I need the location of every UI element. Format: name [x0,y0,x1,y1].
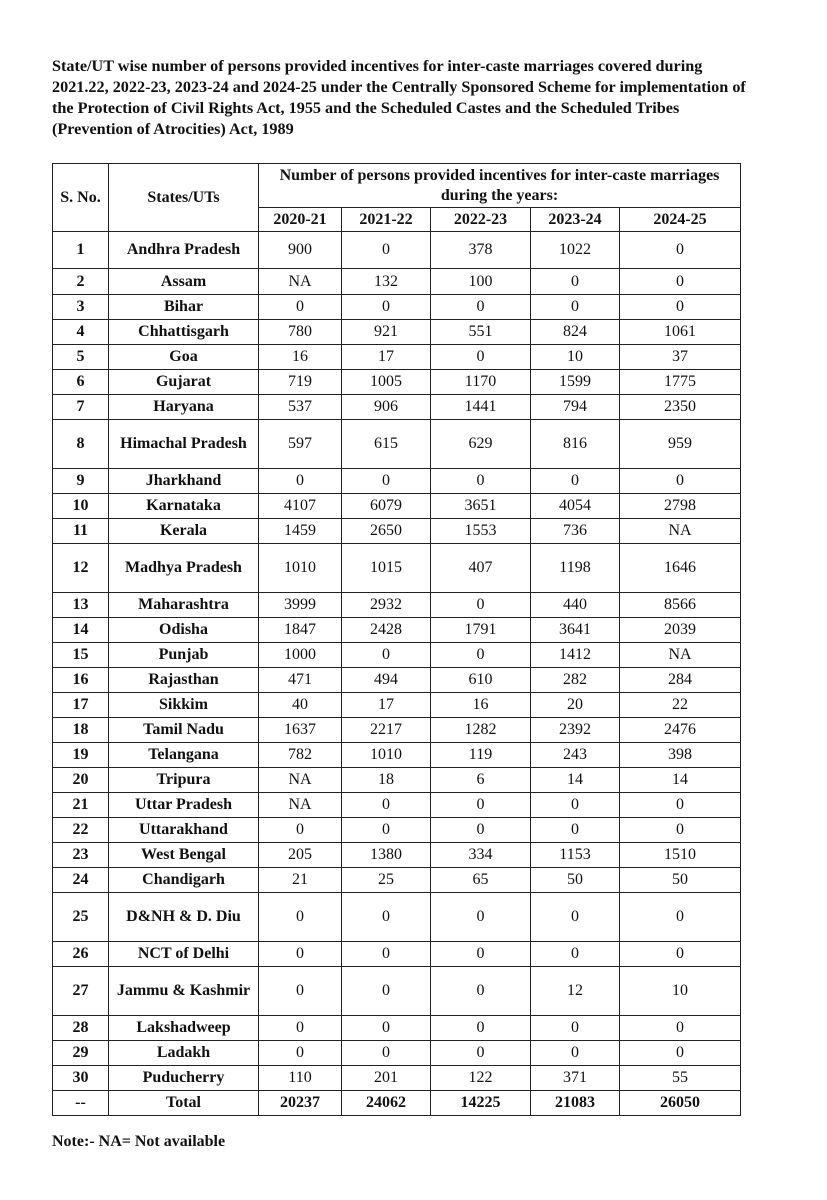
cell-sno: 24 [53,868,109,893]
cell-value: 0 [531,1016,620,1041]
cell-value: 2217 [342,718,431,743]
cell-value: 243 [531,743,620,768]
cell-sno: 23 [53,843,109,868]
cell-sno: 25 [53,893,109,942]
table-row [53,519,741,544]
table-row [53,320,741,345]
header-year: 2024-25 [620,208,741,232]
cell-state: Uttarakhand [109,818,259,843]
cell-value: 0 [620,893,741,942]
header-state: States/UTs [109,164,259,232]
cell-value: 371 [531,1066,620,1091]
table-row [53,494,741,519]
cell-value: 719 [259,370,342,395]
cell-value: 16 [259,345,342,370]
cell-value: 494 [342,668,431,693]
cell-state: West Bengal [109,843,259,868]
cell-value: 1015 [342,544,431,593]
cell-value: 2350 [620,395,741,420]
cell-value: 1791 [431,618,531,643]
cell-value: 0 [342,893,431,942]
cell-sno: 22 [53,818,109,843]
cell-value: 1000 [259,643,342,668]
cell-value: 132 [342,269,431,295]
table-row [53,967,741,1016]
table-row [53,420,741,469]
cell-value: 398 [620,743,741,768]
table-row [53,693,741,718]
cell-value: 119 [431,743,531,768]
cell-value: 4107 [259,494,342,519]
cell-value: 0 [531,295,620,320]
cell-value: 440 [531,593,620,618]
cell-value: 100 [431,269,531,295]
cell-value: 65 [431,868,531,893]
cell-value: 55 [620,1066,741,1091]
cell-value: NA [620,519,741,544]
cell-state: Haryana [109,395,259,420]
cell-value: 0 [259,967,342,1016]
cell-value: 1061 [620,320,741,345]
cell-value: 0 [342,643,431,668]
cell-sno: 8 [53,420,109,469]
cell-state: Tamil Nadu [109,718,259,743]
cell-state: Odisha [109,618,259,643]
cell-value: 110 [259,1066,342,1091]
footnote: Note:- NA= Not available [52,1133,226,1150]
cell-value: 0 [342,1041,431,1066]
cell-state: Kerala [109,519,259,544]
cell-state: Karnataka [109,494,259,519]
cell-sno: 16 [53,668,109,693]
document-title: State/UT wise number of persons provided incentives for inter-caste marriages covered during 2021.22, 2022-23, 2023-24 and 2024-25 under the Centrally Sponsored Scheme for implementation of the Protection of Civil Rights Act, 1955 and the Scheduled Castes and the Scheduled Tribes (Prevention of Atrocities) Act, 1989 [52,57,746,138]
cell-sno: 12 [53,544,109,593]
cell-sno: 14 [53,618,109,643]
cell-value: 3999 [259,593,342,618]
cell-value: 1010 [259,544,342,593]
table-row [53,544,741,593]
cell-value: 0 [431,295,531,320]
cell-sno: 19 [53,743,109,768]
table-row [53,768,741,793]
cell-value: 1153 [531,843,620,868]
cell-state: Assam [109,269,259,295]
cell-sno: 26 [53,942,109,967]
cell-value: 14 [531,768,620,793]
cell-value: 0 [259,942,342,967]
cell-value: 1282 [431,718,531,743]
cell-value: 1637 [259,718,342,743]
cell-value: 0 [620,269,741,295]
table-row [53,269,741,295]
cell-value: 0 [531,269,620,295]
cell-value: 22 [620,693,741,718]
cell-value: 205 [259,843,342,868]
cell-value: 0 [342,232,431,269]
cell-value: 0 [431,818,531,843]
cell-value: 1198 [531,544,620,593]
cell-value: 0 [620,295,741,320]
table-row [53,618,741,643]
cell-value: 0 [431,793,531,818]
cell-value: 1441 [431,395,531,420]
cell-state: Punjab [109,643,259,668]
cell-value: 1380 [342,843,431,868]
cell-value: 0 [259,1016,342,1041]
cell-value: 1459 [259,519,342,544]
table-row [53,643,741,668]
cell-state: Telangana [109,743,259,768]
cell-value: 1599 [531,370,620,395]
cell-value: 900 [259,232,342,269]
cell-value: 10 [620,967,741,1016]
cell-value: 1510 [620,843,741,868]
cell-value: 282 [531,668,620,693]
cell-sno: 27 [53,967,109,1016]
cell-value: 14225 [431,1091,531,1116]
header-years-group: Number of persons provided incentives for inter-caste marriages during the years: [259,164,741,208]
cell-sno: 5 [53,345,109,370]
cell-state: NCT of Delhi [109,942,259,967]
cell-value: 10 [531,345,620,370]
cell-value: 0 [531,942,620,967]
cell-state: Lakshadweep [109,1016,259,1041]
cell-value: 0 [620,1016,741,1041]
cell-value: 6 [431,768,531,793]
table-row [53,593,741,618]
cell-state: Total [109,1091,259,1116]
cell-value: 1170 [431,370,531,395]
cell-value: 0 [620,232,741,269]
cell-state: Ladakh [109,1041,259,1066]
cell-value: 736 [531,519,620,544]
cell-sno: 13 [53,593,109,618]
cell-value: 2039 [620,618,741,643]
table-row [53,942,741,967]
cell-value: 37 [620,345,741,370]
cell-value: NA [259,793,342,818]
table-row [53,1016,741,1041]
cell-sno: 17 [53,693,109,718]
cell-value: 782 [259,743,342,768]
cell-value: 824 [531,320,620,345]
cell-value: 0 [620,793,741,818]
cell-value: 2476 [620,718,741,743]
cell-value: 25 [342,868,431,893]
table-row [53,793,741,818]
cell-value: 20237 [259,1091,342,1116]
cell-value: 1005 [342,370,431,395]
cell-value: 2932 [342,593,431,618]
cell-value: 537 [259,395,342,420]
cell-value: 921 [342,320,431,345]
cell-value: 0 [342,818,431,843]
cell-sno: 21 [53,793,109,818]
cell-state: Chandigarh [109,868,259,893]
cell-state: Puducherry [109,1066,259,1091]
table-row [53,370,741,395]
cell-value: 0 [620,942,741,967]
cell-sno: 18 [53,718,109,743]
cell-sno: 4 [53,320,109,345]
cell-value: 471 [259,668,342,693]
cell-state: Maharashtra [109,593,259,618]
cell-state: Madhya Pradesh [109,544,259,593]
cell-state: Andhra Pradesh [109,232,259,269]
cell-value: 0 [342,942,431,967]
cell-value: 3651 [431,494,531,519]
table-row [53,1066,741,1091]
cell-state: Bihar [109,295,259,320]
cell-sno: 9 [53,469,109,494]
cell-value: 1646 [620,544,741,593]
cell-value: 610 [431,668,531,693]
cell-value: 0 [259,818,342,843]
cell-state: Himachal Pradesh [109,420,259,469]
cell-value: 0 [620,818,741,843]
cell-value: 14 [620,768,741,793]
cell-value: 201 [342,1066,431,1091]
cell-value: 2428 [342,618,431,643]
table-row [53,743,741,768]
cell-value: 615 [342,420,431,469]
header-year: 2021-22 [342,208,431,232]
cell-value: 1010 [342,743,431,768]
cell-sno: -- [53,1091,109,1116]
header-year: 2020-21 [259,208,342,232]
table-row [53,843,741,868]
cell-value: 17 [342,345,431,370]
cell-value: 0 [431,893,531,942]
cell-value: 0 [531,893,620,942]
cell-value: 0 [431,345,531,370]
cell-sno: 28 [53,1016,109,1041]
cell-value: 629 [431,420,531,469]
cell-value: 906 [342,395,431,420]
cell-value: 1847 [259,618,342,643]
cell-value: 0 [531,818,620,843]
cell-sno: 10 [53,494,109,519]
cell-value: 0 [431,1041,531,1066]
table-row [53,295,741,320]
table-row [53,232,741,269]
cell-sno: 30 [53,1066,109,1091]
cell-value: 0 [431,942,531,967]
cell-value: 4054 [531,494,620,519]
table-row [53,718,741,743]
cell-value: 378 [431,232,531,269]
cell-value: 0 [431,643,531,668]
cell-value: 1553 [431,519,531,544]
cell-sno: 20 [53,768,109,793]
table-row [53,1041,741,1066]
cell-value: 816 [531,420,620,469]
cell-value: 17 [342,693,431,718]
cell-value: 0 [342,793,431,818]
cell-state: Gujarat [109,370,259,395]
table-row [53,818,741,843]
cell-state: Goa [109,345,259,370]
cell-value: 16 [431,693,531,718]
cell-value: 284 [620,668,741,693]
cell-value: 794 [531,395,620,420]
cell-value: 21 [259,868,342,893]
cell-value: 1775 [620,370,741,395]
cell-value: 122 [431,1066,531,1091]
table-row [53,668,741,693]
cell-value: NA [259,269,342,295]
cell-state: Rajasthan [109,668,259,693]
cell-sno: 1 [53,232,109,269]
cell-value: 597 [259,420,342,469]
cell-value: 1022 [531,232,620,269]
cell-value: 0 [342,469,431,494]
cell-value: 0 [431,1016,531,1041]
cell-value: 0 [342,295,431,320]
cell-value: 0 [342,1016,431,1041]
cell-value: 1412 [531,643,620,668]
cell-state: Chhattisgarh [109,320,259,345]
cell-state: D&NH & D. Diu [109,893,259,942]
header-year: 2022-23 [431,208,531,232]
cell-state: Jharkhand [109,469,259,494]
table-row [53,893,741,942]
cell-value: 6079 [342,494,431,519]
cell-value: 0 [259,469,342,494]
header-year: 2023-24 [531,208,620,232]
table-row [53,868,741,893]
cell-value: 0 [431,967,531,1016]
cell-sno: 6 [53,370,109,395]
cell-sno: 29 [53,1041,109,1066]
table-row [53,469,741,494]
cell-value: 50 [620,868,741,893]
incentives-table [52,163,741,1116]
cell-value: 0 [259,1041,342,1066]
cell-value: 2650 [342,519,431,544]
cell-value: 12 [531,967,620,1016]
cell-value: 40 [259,693,342,718]
table-row [53,395,741,420]
cell-state: Sikkim [109,693,259,718]
cell-state: Jammu & Kashmir [109,967,259,1016]
cell-state: Tripura [109,768,259,793]
total-row [53,1091,741,1116]
cell-value: 8566 [620,593,741,618]
cell-value: 0 [431,593,531,618]
cell-value: 50 [531,868,620,893]
cell-sno: 3 [53,295,109,320]
cell-sno: 11 [53,519,109,544]
cell-value: 0 [259,893,342,942]
cell-value: 26050 [620,1091,741,1116]
cell-value: NA [259,768,342,793]
cell-value: 2392 [531,718,620,743]
cell-value: 24062 [342,1091,431,1116]
cell-value: 0 [531,793,620,818]
cell-value: 18 [342,768,431,793]
cell-value: 0 [342,967,431,1016]
cell-value: 551 [431,320,531,345]
cell-value: 407 [431,544,531,593]
cell-value: 3641 [531,618,620,643]
cell-value: NA [620,643,741,668]
cell-value: 21083 [531,1091,620,1116]
cell-value: 959 [620,420,741,469]
cell-sno: 2 [53,269,109,295]
cell-state: Uttar Pradesh [109,793,259,818]
cell-value: 0 [431,469,531,494]
table-row [53,345,741,370]
cell-value: 0 [620,1041,741,1066]
cell-value: 2798 [620,494,741,519]
cell-value: 0 [531,469,620,494]
cell-value: 0 [620,469,741,494]
cell-sno: 15 [53,643,109,668]
cell-value: 20 [531,693,620,718]
cell-sno: 7 [53,395,109,420]
cell-value: 0 [259,295,342,320]
header-sno: S. No. [53,164,109,232]
cell-value: 780 [259,320,342,345]
cell-value: 334 [431,843,531,868]
cell-value: 0 [531,1041,620,1066]
